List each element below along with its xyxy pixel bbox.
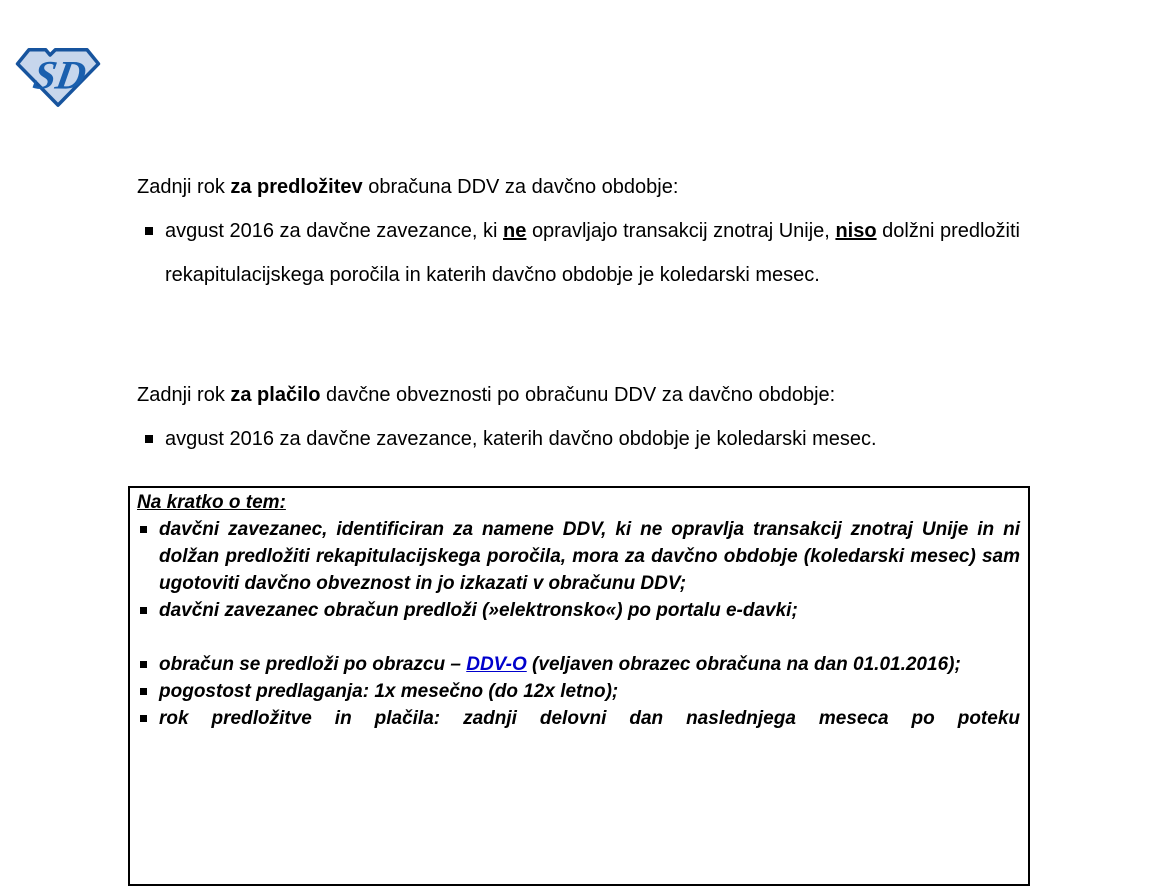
summary-text: pogostost predlaganja: 1x mesečno (do 12x letno); (159, 681, 619, 702)
bullet-text: dolžni predložiti rekapitulacijskega poročila in katerih davčno obdobje je koledarski mesec. (165, 220, 1020, 286)
emphasis-ne: ne (503, 220, 527, 242)
summary-text: rok predložitve in plačila: zadnji delovni dan naslednjega meseca po poteku (159, 708, 1020, 729)
heading-placilo-bold: za plačilo (230, 384, 321, 406)
bullet-text: avgust 2016 za davčne zavezance, ki (165, 220, 504, 242)
summary-item-4 (137, 678, 1020, 705)
summary-text: davčni zavezanec obračun predloži (»elektronsko«) po portalu e-davki; (159, 600, 798, 621)
bullet-item-placilo: avgust 2016 za davčne zavezance, katerih davčno obdobje je koledarski mesec. (137, 417, 1020, 461)
summary-text: (veljaven obrazec obračuna na dan 01.01.2016); (526, 654, 961, 675)
heading-placilo-pre: Zadnji rok (137, 384, 231, 406)
summary-text: obračun se predloži po obrazcu – (159, 654, 467, 675)
logo-letters: SD (30, 52, 90, 98)
bullet-item-predlozitev (137, 209, 1020, 297)
heading-predlozitev-bold: za predložitev (230, 176, 363, 198)
summary-item-5 (137, 705, 1020, 732)
bullet-text: opravljajo transakcij znotraj Unije, (526, 220, 836, 242)
summary-box-title: Na kratko o tem: (137, 492, 286, 513)
ddv-o-link[interactable]: DDV-O (466, 654, 527, 675)
summary-item-2 (137, 597, 1020, 624)
summary-item-3 (137, 651, 1020, 678)
sd-shield-icon (14, 45, 102, 109)
summary-item-1 (137, 516, 1020, 597)
sd-logo (14, 45, 102, 109)
heading-predlozitev (137, 165, 1020, 209)
bullet-list-predlozitev (137, 209, 1020, 297)
summary-box-list (137, 516, 1020, 732)
emphasis-niso: niso (835, 220, 877, 242)
heading-predlozitev-post: obračuna DDV za davčno obdobje: (362, 176, 679, 198)
summary-text: davčni zavezanec, identificiran za namene DDV, ki ne opravlja transakcij znotraj Unije in ni dolžan predložiti rekapitulacijskega poročila, mora za davčno obdobje (koledarski mesec) sam ugotoviti davčno obveznost in jo izkazati v obračunu DDV; (159, 519, 1020, 594)
heading-predlozitev-pre: Zadnji rok (137, 176, 231, 198)
bullet-list-placilo (137, 417, 1020, 461)
summary-box (128, 486, 1030, 886)
heading-placilo (137, 373, 1020, 417)
heading-placilo-post: davčne obveznosti po obračunu DDV za davčno obdobje: (320, 384, 836, 406)
